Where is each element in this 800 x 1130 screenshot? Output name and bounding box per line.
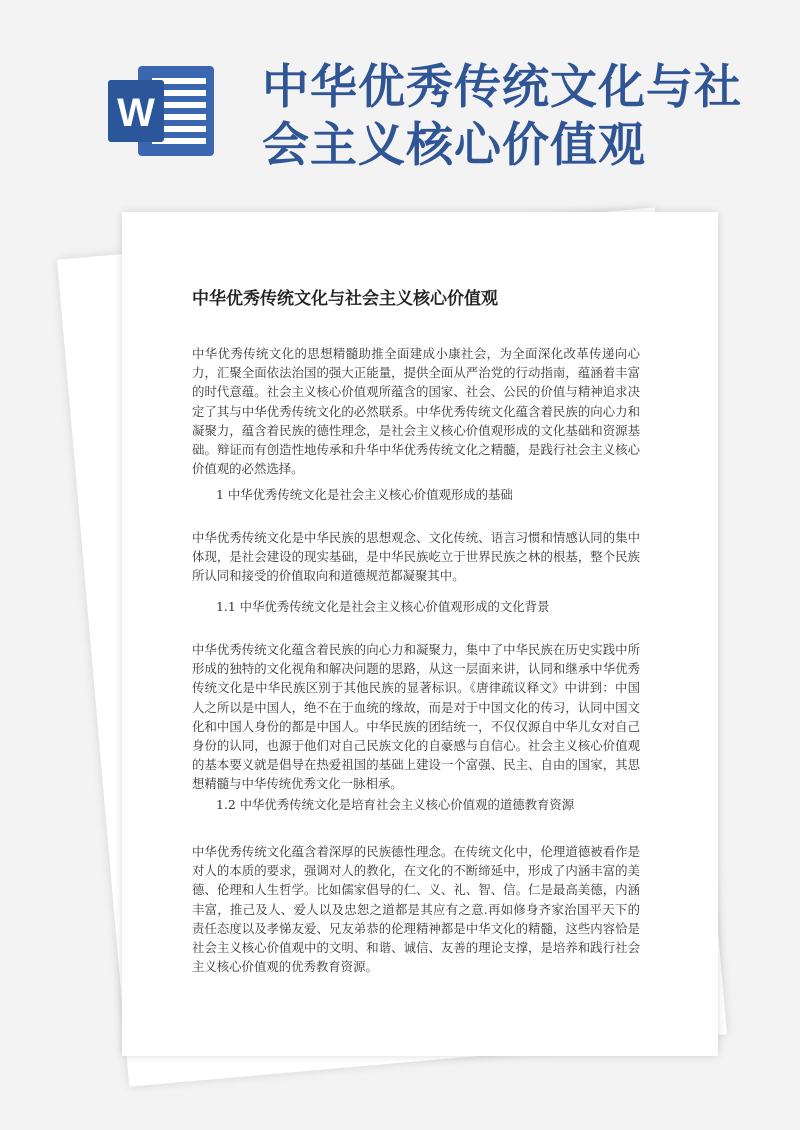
document-title: 中华优秀传统文化与社会主义核心价值观 xyxy=(192,289,498,309)
page-header xyxy=(0,0,800,200)
document-page xyxy=(122,212,718,1056)
section-heading-1-2: 1.2 中华优秀传统文化是培育社会主义核心价值观的道德教育资源 xyxy=(216,797,575,812)
word-icon-letter: W xyxy=(117,91,155,135)
paragraph-intro: 中华优秀传统文化的思想精髓助推全面建成小康社会，为全面深化改革传递向心力，汇聚全面依法治国的强大正能量，提供全面从严治党的行动指南，蕴涵着丰富的时代意蕴。社会主义核心价值观所蕴含的国家、社会、公民的价值与精神追求决定了其与中华优秀传统文化的必然联系。中华优秀传统文化蕴含着民族的向心力和凝聚力，蕴含着民族的德性理念，是社会主义核心价值观形成的文化基础和资源基础。辩证而有创造性地传承和升华中华优秀传统文化之精髓，是践行社会主义核心价值观的必然选择。 xyxy=(192,346,640,477)
page-title-line-2: 会主义核心价值观 xyxy=(262,118,646,173)
paragraph-section-1: 中华优秀传统文化是中华民族的思想观念、文化传统、语言习惯和情感认同的集中体现，是社会建设的现实基础，是中华民族屹立于世界民族之林的根基，整个民族所认同和接受的价值取向和道德规范都凝聚其中。 xyxy=(192,530,640,584)
page-title-line-1: 中华优秀传统文化与社 xyxy=(262,60,742,115)
paragraph-section-1-1: 中华优秀传统文化蕴含着民族的向心力和凝聚力，集中了中华民族在历史实践中所形成的独特的文化视角和解决问题的思路，从这一层面来讲，认同和继承中华优秀传统文化是中华民族区别于其他民族的显著标识。《唐律疏议释文》中讲到：中国人之所以是中国人，绝不在于血统的缘故，而是对于中国文化的传习，认同中国文化和中国人身份的都是中国人。中华民族的团结统一，不仅仅源自中华儿女对自己身份的认同，也源于他们对自己民族文化的自豪感与自信心。社会主义核心价值观的基本要义就是倡导在热爱祖国的基础上建设一个富强、民主、自由的国家，其思想精髓与中华传统优秀文化一脉相承。 xyxy=(192,642,640,792)
section-heading-1-1: 1.1 中华优秀传统文化是社会主义核心价值观形成的文化背景 xyxy=(216,599,550,614)
section-heading-1: 1 中华优秀传统文化是社会主义核心价值观形成的基础 xyxy=(216,487,513,502)
word-document-icon xyxy=(108,66,214,156)
paragraph-section-1-2: 中华优秀传统文化蕴含着深厚的民族德性理念。在传统文化中，伦理道德被看作是对人的本质的要求，强调对人的教化，在文化的不断缔延中，形成了内涵丰富的美德、伦理和人生哲学。比如儒家倡导的仁、义、礼、智、信。仁是最高美德，内涵丰富，推己及人、爱人以及忠恕之道都是其应有之意.再如修身齐家治国平天下的责任态度以及孝悌友爱、兄友弟恭的伦理精神都是中华文化的精髓，这些内容恰是社会主义核心价值观中的文明、和谐、诚信、友善的理论支撑，是培养和践行社会主义核心价值观的优秀教育资源。 xyxy=(192,844,640,975)
